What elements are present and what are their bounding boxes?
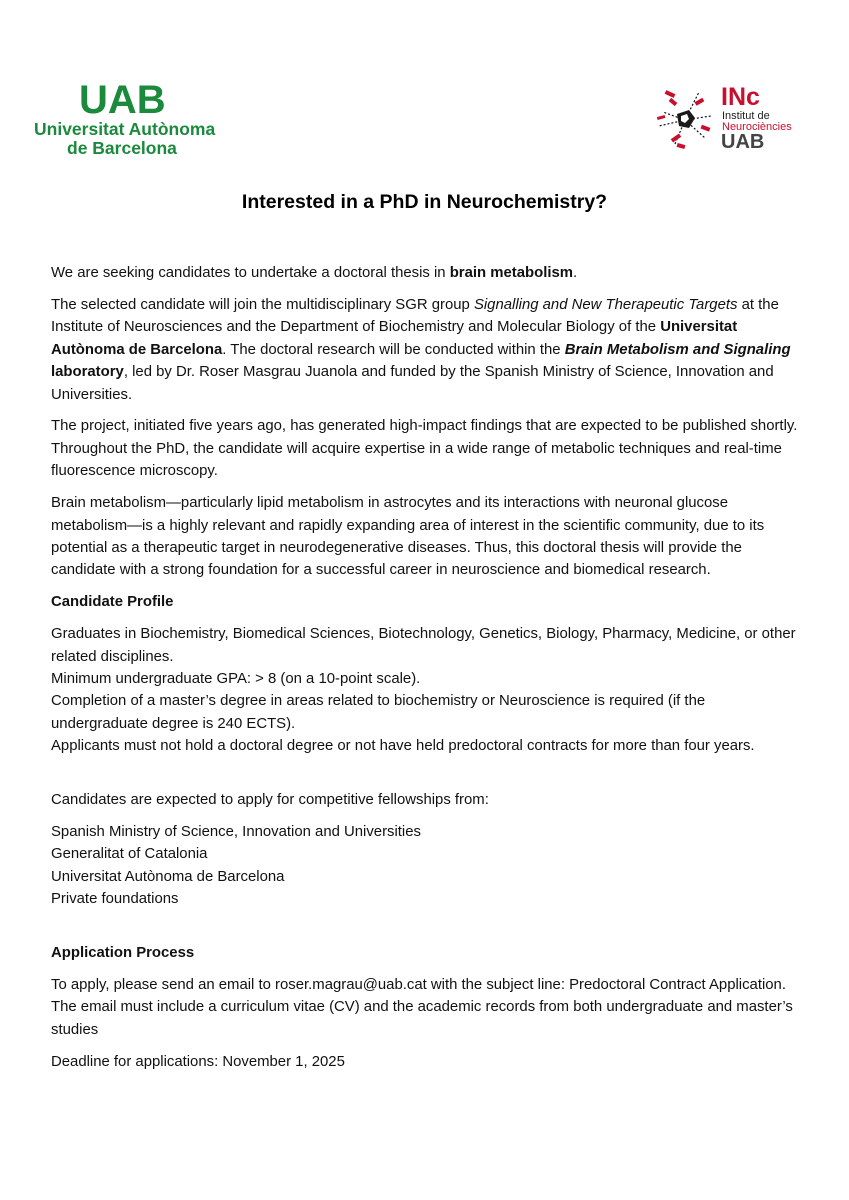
uab-logo-line1: Universitat Autònoma xyxy=(34,119,216,139)
group-name: Signalling and New Therapeutic Targets xyxy=(473,296,738,313)
fellowship-item: Private foundations xyxy=(51,891,179,908)
group-text-3: . The doctoral research will be conducted within the xyxy=(222,341,565,358)
application-text: To apply, please send an email to roser.magrau@uab.cat with the subject line: Predoctoral Contract Application. The email must include a curriculum vitae (CV) and the academic records from both undergraduate and master’s studies xyxy=(51,977,793,1038)
lab-word: laboratory xyxy=(51,364,124,381)
group-paragraph xyxy=(51,294,799,406)
spacer xyxy=(51,767,799,789)
inc-logo-sub2: Neurociències xyxy=(722,121,792,133)
fellowships-list xyxy=(51,821,799,911)
profile-line: Completion of a master’s degree in areas related to biochemistry or Neuroscience is required (if the undergraduate degree is 240 ECTS). xyxy=(51,693,706,732)
profile-line: Applicants must not hold a doctoral degree or not have held predoctoral contracts for more than four years. xyxy=(51,738,755,755)
deadline-text: Deadline for applications: November 1, 2025 xyxy=(51,1053,345,1070)
uab-logo xyxy=(34,80,215,158)
group-text-4: , led by Dr. Roser Masgrau Juanola and funded by the Spanish Ministry of Science, Innovation and Universities. xyxy=(51,364,774,403)
intro-end: . xyxy=(573,265,578,281)
inc-logo xyxy=(655,82,805,158)
spacer xyxy=(51,920,799,942)
uab-logo-abbrev: UAB xyxy=(79,78,166,122)
lab-name: Brain Metabolism and Signaling xyxy=(564,341,791,358)
fellowship-item: Generalitat of Catalonia xyxy=(51,846,208,863)
intro-bold: brain metabolism xyxy=(449,265,573,281)
fellowship-item: Universitat Autònoma de Barcelona xyxy=(51,868,285,885)
neuron-icon xyxy=(655,86,717,152)
intro-text: We are seeking candidates to undertake a doctoral thesis in xyxy=(51,265,450,281)
inc-logo-abbrev: INc xyxy=(721,83,760,111)
university-name: Universitat Autònoma de Barcelona xyxy=(51,319,738,358)
profile-line: Graduates in Biochemistry, Biomedical Sciences, Biotechnology, Genetics, Biology, Pharmacy, Medicine, or other related disciplines. xyxy=(51,626,796,665)
page-title: Interested in a PhD in Neurochemistry? xyxy=(241,191,608,213)
inc-logo-uab: UAB xyxy=(721,131,765,153)
group-text-2: at the Institute of Neurosciences and the Department of Biochemistry and Molecular Biology of the xyxy=(51,296,779,336)
candidate-profile-list xyxy=(51,623,799,757)
document-body xyxy=(51,262,799,1083)
application-heading: Application Process xyxy=(51,945,195,962)
candidate-profile-heading: Candidate Profile xyxy=(51,594,174,611)
project-paragraph: The project, initiated five years ago, has generated high-impact findings that are expected to be published shortly. Throughout the PhD, the candidate will acquire expertise in a wide range of metabolic techniques and real-time fluorescence microscopy. xyxy=(51,418,798,480)
metabolism-paragraph: Brain metabolism—particularly lipid metabolism in astrocytes and its interactions with neuronal glucose metabolism—is a highly relevant and rapidly expanding area of interest in the scientific community, due to its potential as a therapeutic target in neurodegenerative diseases. Thus, this doctoral thesis will provide the candidate with a strong foundation for a successful career in neuroscience and biomedical research. xyxy=(51,495,765,579)
intro-paragraph xyxy=(51,262,799,284)
group-text-1: The selected candidate will join the multidisciplinary SGR group xyxy=(51,296,474,313)
profile-line: Minimum undergraduate GPA: > 8 (on a 10-point scale). xyxy=(51,671,421,687)
fellowship-item: Spanish Ministry of Science, Innovation and Universities xyxy=(51,824,421,841)
uab-logo-line2: de Barcelona xyxy=(67,138,177,158)
inc-logo-sub1: Institut de xyxy=(722,110,770,122)
fellowships-intro: Candidates are expected to apply for competitive fellowships from: xyxy=(51,792,489,809)
